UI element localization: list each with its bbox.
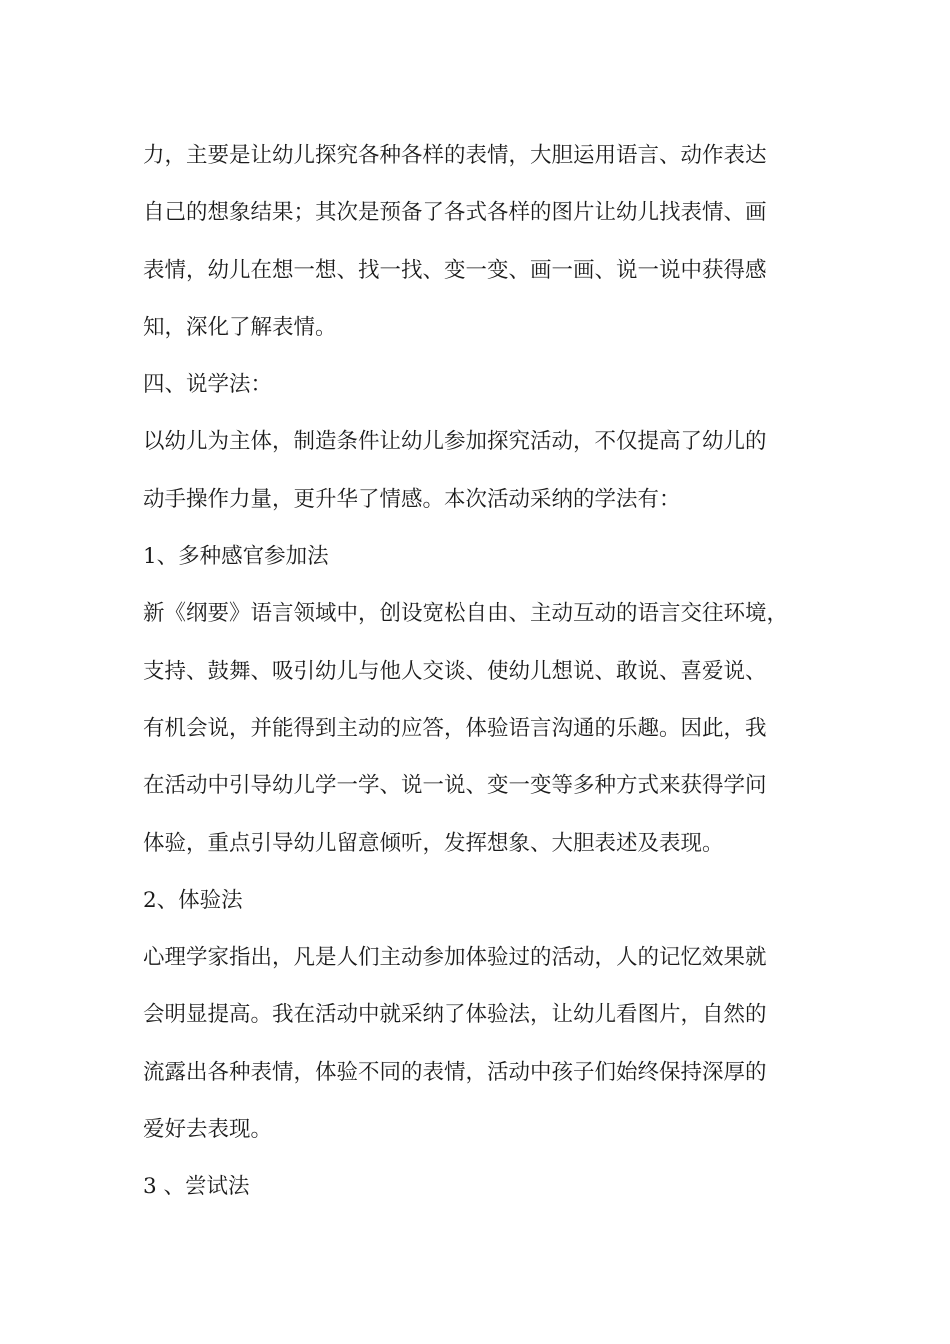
paragraph-line: 表情，幼儿在想一想、找一找、变一变、画一画、说一说中获得感 bbox=[143, 257, 767, 283]
paragraph-line: 会明显提高。我在活动中就采纳了体验法，让幼儿看图片，自然的 bbox=[143, 1002, 767, 1028]
paragraph-line: 动手操作力量，更升华了情感。本次活动采纳的学法有： bbox=[143, 486, 681, 512]
subsection-heading: 2、体验法 bbox=[143, 887, 243, 913]
paragraph-line: 爱好去表现。 bbox=[143, 1117, 273, 1143]
paragraph-line: 支持、鼓舞、吸引幼儿与他人交谈、使幼儿想说、敢说、喜爱说、 bbox=[143, 658, 767, 684]
section-heading: 四、说学法： bbox=[143, 372, 273, 398]
paragraph-line: 有机会说，并能得到主动的应答，体验语言沟通的乐趣。因此，我 bbox=[143, 715, 767, 741]
paragraph-line: 力，主要是让幼儿探究各种各样的表情，大胆运用语言、动作表达 bbox=[143, 143, 767, 168]
paragraph-line: 在活动中引导幼儿学一学、说一说、变一变等多种方式来获得学问 bbox=[143, 773, 767, 799]
document-body bbox=[143, 127, 823, 1216]
paragraph-line: 知，深化了解表情。 bbox=[143, 314, 337, 340]
subsection-heading: 3 、尝试法 bbox=[143, 1174, 250, 1200]
paragraph-line: 自己的想象结果；其次是预备了各式各样的图片让幼儿找表情、画 bbox=[143, 200, 767, 226]
paragraph-line: 流露出各种表情，体验不同的表情，活动中孩子们始终保持深厚的 bbox=[143, 1059, 767, 1085]
paragraph-line: 心理学家指出，凡是人们主动参加体验过的活动，人的记忆效果就 bbox=[143, 945, 767, 971]
paragraph-line: 新《纲要》语言领域中，创设宽松自由、主动互动的语言交往环境， bbox=[143, 601, 789, 627]
subsection-heading: 1、多种感官参加法 bbox=[143, 544, 329, 570]
paragraph-line: 体验，重点引导幼儿留意倾听，发挥想象、大胆表述及表现。 bbox=[143, 830, 724, 856]
paragraph-line: 以幼儿为主体，制造条件让幼儿参加探究活动，不仅提高了幼儿的 bbox=[143, 429, 767, 455]
